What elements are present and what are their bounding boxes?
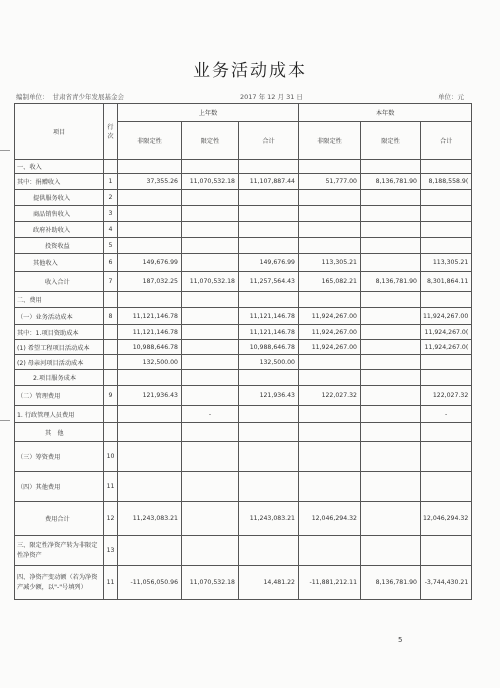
current-restricted-cell bbox=[361, 502, 421, 536]
current-total-cell bbox=[421, 190, 472, 206]
table-row bbox=[15, 566, 472, 600]
prior-unrestricted-cell: 121,936.43 bbox=[118, 386, 182, 406]
prior-restricted-cell bbox=[182, 472, 239, 502]
prior-unrestricted-cell: 37,355.26 bbox=[118, 174, 182, 190]
row-no: 11 bbox=[104, 566, 118, 600]
prior-total-cell bbox=[239, 423, 299, 442]
row-no bbox=[104, 340, 118, 355]
prior-total-cell: 11,243,083.21 bbox=[239, 502, 299, 536]
col-header-prior-restricted: 限定性 bbox=[182, 122, 239, 160]
current-unrestricted-cell bbox=[299, 238, 361, 254]
current-restricted-cell bbox=[361, 325, 421, 340]
current-total-cell bbox=[421, 472, 472, 502]
row-item: 2.项目服务成本 bbox=[15, 370, 104, 386]
current-unrestricted-cell bbox=[299, 292, 361, 308]
row-no: 5 bbox=[104, 238, 118, 254]
table-row bbox=[15, 174, 472, 190]
current-total-cell: 122,027.32 bbox=[421, 386, 472, 406]
prior-total-cell bbox=[239, 160, 299, 174]
table-row bbox=[15, 160, 472, 174]
prior-unrestricted-cell: 132,500.00 bbox=[118, 355, 182, 370]
current-restricted-cell bbox=[361, 190, 421, 206]
current-total-cell bbox=[421, 536, 472, 566]
row-no: 1 bbox=[104, 174, 118, 190]
prior-unrestricted-cell bbox=[118, 472, 182, 502]
row-item: （一）业务活动成本 bbox=[15, 308, 104, 325]
current-restricted-cell bbox=[361, 308, 421, 325]
prior-unrestricted-cell: 10,988,646.78 bbox=[118, 340, 182, 355]
current-unrestricted-cell: 122,027.32 bbox=[299, 386, 361, 406]
prior-total-cell: 11,121,146.78 bbox=[239, 325, 299, 340]
prior-restricted-cell bbox=[182, 292, 239, 308]
row-no: 12 bbox=[104, 502, 118, 536]
row-item: 提供服务收入 bbox=[15, 190, 104, 206]
row-item: （三）筹资费用 bbox=[15, 442, 104, 472]
prior-unrestricted-cell bbox=[118, 423, 182, 442]
current-unrestricted-cell bbox=[299, 355, 361, 370]
row-no: 13 bbox=[104, 536, 118, 566]
col-header-item: 项目 bbox=[15, 104, 104, 160]
prior-total-cell: 11,257,564.43 bbox=[239, 272, 299, 292]
current-restricted-cell bbox=[361, 340, 421, 355]
row-item: 四、净资产变动额（若为净资产减少额，以"-"号填列） bbox=[15, 566, 104, 600]
current-unrestricted-cell bbox=[299, 472, 361, 502]
prior-unrestricted-cell: -11,056,050.96 bbox=[118, 566, 182, 600]
prior-restricted-cell: - bbox=[182, 406, 239, 423]
col-header-prior-year: 上年数 bbox=[118, 104, 299, 122]
prior-total-cell bbox=[239, 370, 299, 386]
row-item: （四）其他费用 bbox=[15, 472, 104, 502]
current-unrestricted-cell: 51,777.00 bbox=[299, 174, 361, 190]
current-unrestricted-cell bbox=[299, 423, 361, 442]
table-row bbox=[15, 272, 472, 292]
current-restricted-cell bbox=[361, 160, 421, 174]
current-restricted-cell bbox=[361, 370, 421, 386]
table-row bbox=[15, 442, 472, 472]
current-unrestricted-cell: 11,924,267.00 bbox=[299, 308, 361, 325]
prior-unrestricted-cell: 11,121,146.78 bbox=[118, 308, 182, 325]
col-header-current-year: 本年数 bbox=[299, 104, 472, 122]
page-title: 业务活动成本 bbox=[193, 61, 307, 81]
row-item: 投资收益 bbox=[15, 238, 104, 254]
current-restricted-cell: 8,136,781.90 bbox=[361, 272, 421, 292]
row-no: 4 bbox=[104, 222, 118, 238]
row-item: 1. 行政管理人员费用 bbox=[15, 406, 104, 423]
prior-restricted-cell: 11,070,532.18 bbox=[182, 566, 239, 600]
table-row bbox=[15, 254, 472, 272]
row-item: 费用合计 bbox=[15, 502, 104, 536]
current-total-cell bbox=[421, 206, 472, 222]
table-row bbox=[15, 406, 472, 423]
row-no bbox=[104, 160, 118, 174]
prior-restricted-cell bbox=[182, 160, 239, 174]
row-no: 11 bbox=[104, 472, 118, 502]
row-no bbox=[104, 355, 118, 370]
current-unrestricted-cell: 11,924,267.00 bbox=[299, 340, 361, 355]
current-restricted-cell bbox=[361, 442, 421, 472]
prior-total-cell bbox=[239, 536, 299, 566]
table-row bbox=[15, 325, 472, 340]
current-total-cell bbox=[421, 238, 472, 254]
prior-restricted-cell bbox=[182, 502, 239, 536]
prior-unrestricted-cell bbox=[118, 292, 182, 308]
prior-unrestricted-cell bbox=[118, 206, 182, 222]
table-row bbox=[15, 308, 472, 325]
row-item: （二）管理费用 bbox=[15, 386, 104, 406]
row-item: (2) 母亲河项目活动成本 bbox=[15, 355, 104, 370]
prior-total-cell: 121,936.43 bbox=[239, 386, 299, 406]
prior-restricted-cell bbox=[182, 355, 239, 370]
prior-total-cell: 132,500.00 bbox=[239, 355, 299, 370]
prior-total-cell: 11,107,887.44 bbox=[239, 174, 299, 190]
current-total-cell: - bbox=[421, 406, 472, 423]
row-item: 其中：捐赠收入 bbox=[15, 174, 104, 190]
col-header-prior-total: 合计 bbox=[239, 122, 299, 160]
current-total-cell: 113,305.21 bbox=[421, 254, 472, 272]
activity-cost-table bbox=[14, 103, 472, 600]
table-row bbox=[15, 190, 472, 206]
prior-unrestricted-cell: 149,676.99 bbox=[118, 254, 182, 272]
prior-unrestricted-cell bbox=[118, 370, 182, 386]
table-row bbox=[15, 423, 472, 442]
prior-restricted-cell bbox=[182, 222, 239, 238]
prior-unrestricted-cell: 11,243,083.21 bbox=[118, 502, 182, 536]
col-header-current-unrestricted: 非限定性 bbox=[299, 122, 361, 160]
current-unrestricted-cell bbox=[299, 160, 361, 174]
current-total-cell: 8,188,558.9( bbox=[421, 174, 472, 190]
prior-unrestricted-cell: 11,121,146.78 bbox=[118, 325, 182, 340]
row-item: 一、收入 bbox=[15, 160, 104, 174]
prior-unrestricted-cell bbox=[118, 222, 182, 238]
current-total-cell bbox=[421, 160, 472, 174]
current-unrestricted-cell bbox=[299, 536, 361, 566]
prior-restricted-cell bbox=[182, 386, 239, 406]
current-restricted-cell bbox=[361, 386, 421, 406]
current-unrestricted-cell: 113,305.21 bbox=[299, 254, 361, 272]
current-total-cell bbox=[421, 442, 472, 472]
prior-restricted-cell bbox=[182, 206, 239, 222]
row-item: 二、费用 bbox=[15, 292, 104, 308]
col-header-current-restricted: 限定性 bbox=[361, 122, 421, 160]
row-item: 收入合计 bbox=[15, 272, 104, 292]
prior-total-cell bbox=[239, 472, 299, 502]
page-number: 5 bbox=[398, 636, 403, 644]
current-total-cell: -3,744,430.21 bbox=[421, 566, 472, 600]
current-restricted-cell bbox=[361, 254, 421, 272]
current-total-cell: 11,924,267.0( bbox=[421, 325, 472, 340]
prior-total-cell: 14,481.22 bbox=[239, 566, 299, 600]
prior-unrestricted-cell bbox=[118, 190, 182, 206]
col-header-prior-unrestricted: 非限定性 bbox=[118, 122, 182, 160]
prior-restricted-cell: 11,070,532.18 bbox=[182, 272, 239, 292]
report-date: 2017 年 12 月 31 日 bbox=[240, 93, 303, 101]
prior-restricted-cell bbox=[182, 308, 239, 325]
prior-restricted-cell: 11,070,532.18 bbox=[182, 174, 239, 190]
current-restricted-cell bbox=[361, 292, 421, 308]
current-total-cell bbox=[421, 355, 472, 370]
prior-restricted-cell bbox=[182, 536, 239, 566]
row-item: 三、限定性净资产转为非限定性净资产 bbox=[15, 536, 104, 566]
current-unrestricted-cell: 165,082.21 bbox=[299, 272, 361, 292]
row-no: 6 bbox=[104, 254, 118, 272]
row-no: 8 bbox=[104, 308, 118, 325]
row-item: 政府补助收入 bbox=[15, 222, 104, 238]
row-no: 3 bbox=[104, 206, 118, 222]
col-header-current-total: 合计 bbox=[421, 122, 472, 160]
prior-restricted-cell bbox=[182, 370, 239, 386]
prior-restricted-cell bbox=[182, 423, 239, 442]
prior-unrestricted-cell bbox=[118, 442, 182, 472]
current-unrestricted-cell bbox=[299, 442, 361, 472]
table-row bbox=[15, 502, 472, 536]
current-restricted-cell bbox=[361, 536, 421, 566]
current-total-cell: 8,301,864.11 bbox=[421, 272, 472, 292]
current-unrestricted-cell bbox=[299, 206, 361, 222]
scan-margin-mark bbox=[0, 420, 10, 421]
row-item: 其他收入 bbox=[15, 254, 104, 272]
table-row bbox=[15, 472, 472, 502]
current-restricted-cell bbox=[361, 222, 421, 238]
current-total-cell bbox=[421, 222, 472, 238]
row-item: 其 他 bbox=[15, 423, 104, 442]
table-row bbox=[15, 355, 472, 370]
current-total-cell: 11,924,267.00 bbox=[421, 308, 472, 325]
scan-margin-mark bbox=[0, 150, 10, 151]
prior-total-cell bbox=[239, 206, 299, 222]
current-restricted-cell: 8,136,781.90 bbox=[361, 174, 421, 190]
prior-unrestricted-cell bbox=[118, 536, 182, 566]
current-unrestricted-cell: 11,924,267.00 bbox=[299, 325, 361, 340]
unit-name: 甘肃省青少年发展基金会 bbox=[52, 93, 124, 101]
row-item: (1) 希望工程项目活动成本 bbox=[15, 340, 104, 355]
table-row bbox=[15, 222, 472, 238]
table-row bbox=[15, 292, 472, 308]
table-row bbox=[15, 370, 472, 386]
prior-total-cell bbox=[239, 442, 299, 472]
prior-unrestricted-cell bbox=[118, 406, 182, 423]
prior-unrestricted-cell bbox=[118, 238, 182, 254]
prior-restricted-cell bbox=[182, 190, 239, 206]
prior-restricted-cell bbox=[182, 254, 239, 272]
prior-total-cell bbox=[239, 292, 299, 308]
prior-total-cell: 11,121,146.78 bbox=[239, 308, 299, 325]
current-total-cell: 12,046,294.32 bbox=[421, 502, 472, 536]
current-restricted-cell bbox=[361, 355, 421, 370]
current-restricted-cell bbox=[361, 206, 421, 222]
prior-total-cell: 149,676.99 bbox=[239, 254, 299, 272]
table-row bbox=[15, 536, 472, 566]
row-no: 10 bbox=[104, 442, 118, 472]
current-unrestricted-cell bbox=[299, 370, 361, 386]
row-no: 9 bbox=[104, 386, 118, 406]
current-unrestricted-cell: -11,881,212.11 bbox=[299, 566, 361, 600]
row-no bbox=[104, 406, 118, 423]
col-header-line-no: 行次 bbox=[104, 104, 118, 160]
table-row bbox=[15, 340, 472, 355]
prior-restricted-cell bbox=[182, 442, 239, 472]
current-unrestricted-cell: 12,046,294.32 bbox=[299, 502, 361, 536]
table-row bbox=[15, 206, 472, 222]
current-unrestricted-cell bbox=[299, 406, 361, 423]
current-total-cell: 11,924,267.0( bbox=[421, 340, 472, 355]
prior-total-cell bbox=[239, 190, 299, 206]
prior-total-cell bbox=[239, 238, 299, 254]
table-row bbox=[15, 238, 472, 254]
prior-total-cell: 10,988,646.78 bbox=[239, 340, 299, 355]
current-total-cell bbox=[421, 370, 472, 386]
row-no: 2 bbox=[104, 190, 118, 206]
row-no: 7 bbox=[104, 272, 118, 292]
row-item: 其中：1.项目资助成本 bbox=[15, 325, 104, 340]
current-unrestricted-cell bbox=[299, 222, 361, 238]
currency-unit: 单位：元 bbox=[438, 93, 464, 101]
row-no bbox=[104, 370, 118, 386]
current-restricted-cell bbox=[361, 423, 421, 442]
current-restricted-cell bbox=[361, 238, 421, 254]
prior-unrestricted-cell bbox=[118, 160, 182, 174]
unit-label: 编制单位： 甘肃省青少年发展基金会 bbox=[16, 93, 124, 101]
current-restricted-cell bbox=[361, 406, 421, 423]
current-unrestricted-cell bbox=[299, 190, 361, 206]
prior-restricted-cell bbox=[182, 340, 239, 355]
current-restricted-cell bbox=[361, 472, 421, 502]
prior-total-cell bbox=[239, 222, 299, 238]
table-row bbox=[15, 386, 472, 406]
row-no bbox=[104, 292, 118, 308]
row-no bbox=[104, 423, 118, 442]
prior-unrestricted-cell: 187,032.25 bbox=[118, 272, 182, 292]
row-no bbox=[104, 325, 118, 340]
current-restricted-cell: 8,136,781.90 bbox=[361, 566, 421, 600]
row-item: 商品销售收入 bbox=[15, 206, 104, 222]
current-total-cell bbox=[421, 292, 472, 308]
prior-total-cell bbox=[239, 406, 299, 423]
prior-restricted-cell bbox=[182, 325, 239, 340]
current-total-cell bbox=[421, 423, 472, 442]
prior-restricted-cell bbox=[182, 238, 239, 254]
